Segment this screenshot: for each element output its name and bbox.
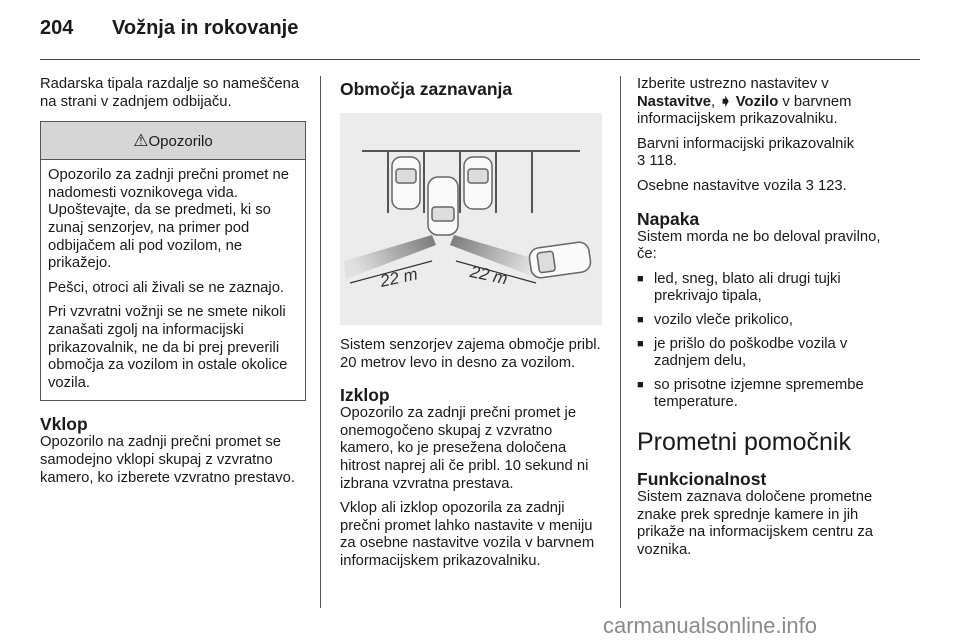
list-item: [637, 271, 903, 306]
chapter-title: Vožnja in rokovanje: [112, 17, 299, 39]
settings-instruction: [637, 76, 903, 129]
column-middle: [340, 76, 602, 578]
header-rule: [40, 59, 920, 60]
izklop-text: Opozorilo za zadnji prečni promet je onemogočeno skupaj z vzvratno kamero, ko je presežena določena hitrost naprej ali če pribl. 10 sekund ni izbrana vzvratna prestava.: [340, 405, 589, 492]
page-number: 204: [40, 17, 74, 39]
vklop-text: Opozorilo na zadnji prečni promet se samodejno vklopi skupaj z vzvratno kamero, ko izberete vzvratno prestavo.: [40, 434, 295, 486]
parked-car-left: [392, 157, 420, 209]
napaka-heading: Napaka: [637, 208, 700, 229]
list-item: [637, 377, 903, 412]
bullet-icon: ■: [637, 337, 644, 350]
list-item-text: so prisotne izjemne spremembe temperature.: [654, 376, 864, 411]
column-divider: [620, 76, 621, 608]
napaka-text: Sistem morda ne bo deloval pravilno, če:: [637, 228, 881, 263]
reversing-car: [428, 177, 458, 235]
warning-paragraph: Pešci, otroci ali živali se ne zaznajo.: [48, 279, 285, 296]
color-info-display-ref: [637, 136, 903, 171]
ref-text: Barvni informacijski prikazovalnik: [637, 135, 855, 152]
vehicle-menu-label: Vozilo: [731, 93, 779, 110]
list-item-text: led, sneg, blato ali drugi tujki prekrivajo tipala,: [654, 270, 841, 305]
list-item-text: je prišlo do poškodbe vozila v zadnjem delu,: [654, 335, 848, 370]
detection-zones-heading: Območja zaznavanja: [340, 79, 513, 99]
warning-header: [41, 122, 305, 160]
bullet-icon: ■: [637, 378, 644, 391]
column-right: [637, 76, 903, 566]
parked-car-right: [464, 157, 492, 209]
warning-paragraph: Opozorilo za zadnji prečni promet ne nadomesti voznikovega vida. Upoštevajte, da se predmeti, ki so zunaj senzorjev, na primer pod odbijačem ali pod vozilom, ne prikažejo.: [48, 167, 289, 272]
list-item: [637, 336, 903, 371]
page-header: [40, 17, 298, 40]
warning-box: [40, 121, 306, 401]
settings-menu-label: Nastavitve: [637, 93, 712, 110]
left-distance-label: 22 m: [378, 264, 420, 291]
warning-paragraph: Pri vzvratni vožnji se ne smete nikoli zanašati zgolj na informacijski prikazovalnik, ne da bi prej preverili območja za vozilom in ostale okolice vozila.: [48, 304, 288, 391]
section-heading: Prometni pomočnik: [637, 427, 851, 456]
right-distance-label: 22 m: [468, 262, 510, 289]
fault-list: [637, 271, 903, 412]
settings-text: Izberite ustrezno nastavitev v: [637, 76, 829, 92]
watermark: carmanualsonline.info: [603, 613, 818, 638]
vehicle-settings-ref: Osebne nastavitve vozila 3 123.: [637, 177, 847, 194]
detection-zones-figure: [340, 113, 602, 325]
bullet-icon: ■: [637, 272, 644, 285]
bullet-icon: ■: [637, 313, 644, 326]
warning-title: Opozorilo: [148, 133, 213, 151]
settings-separator: ,: [711, 93, 720, 110]
column-divider: [320, 76, 321, 608]
functionality-heading: Funkcionalnost: [637, 468, 767, 489]
list-item: [637, 312, 903, 330]
functionality-text: Sistem zaznava določene prometne znake prek sprednje kamere in jih prikaže na informacijskem centru za voznika.: [637, 488, 874, 558]
detection-zones-text: Sistem senzorjev zajema območje pribl. 20 metrov levo in desno za vozilom.: [340, 337, 601, 371]
intro-text: Radarska tipala razdalje so nameščena na strani v zadnjem odbijaču.: [40, 76, 300, 110]
detection-zones-illustration: [340, 113, 602, 325]
warning-icon: ⚠: [133, 131, 149, 151]
column-left: [40, 76, 306, 494]
vklop-heading: Vklop: [40, 414, 88, 435]
warning-body: [41, 160, 305, 400]
arrow-icon: ➧: [719, 93, 732, 110]
page-reference: 3 118.: [637, 153, 678, 170]
approaching-car: [528, 241, 592, 279]
list-item-text: vozilo vleče prikolico,: [654, 311, 793, 328]
izklop-heading: Izklop: [340, 385, 390, 406]
settings-text-end: v barvnem informacijskem prikazovalniku.: [637, 93, 852, 128]
izklop-text-2: Vklop ali izklop opozorila za zadnji prečni promet lahko nastavite v meniju za osebne nastavitve vozila v barvnem informacijskem prikazovalniku.: [340, 500, 595, 569]
